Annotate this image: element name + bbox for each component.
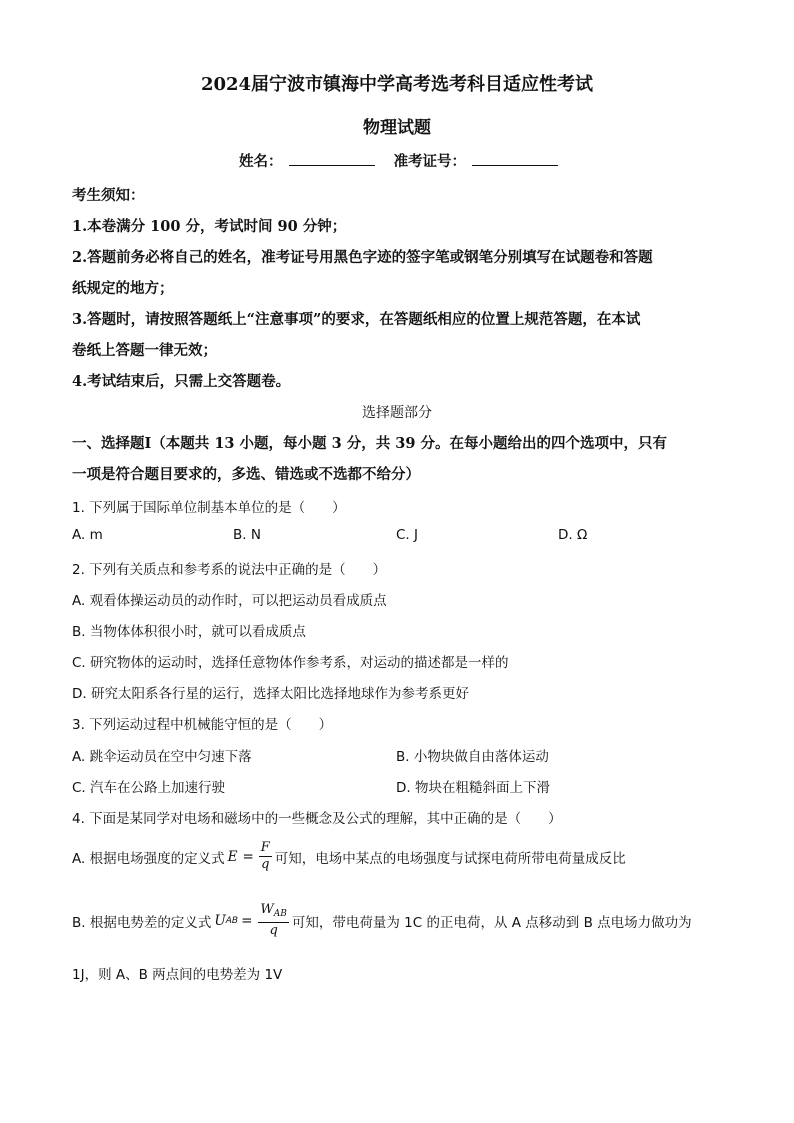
question-1-option-b: B. N [233,527,261,543]
fraction-numerator: F [260,840,270,855]
question-2-option-c: C. 研究物体的运动时，选择任意物体作参考系，对运动的描述都是一样的 [72,655,509,671]
notice-item-4: 4.考试结束后，只需上交答题卷。 [72,373,291,390]
fraction-w-over-q [258,902,289,939]
notice-item-3: 3.答题时，请按照答题纸上“注意事项”的要求，在答题纸相应的位置上规范答题，在本试 [72,311,641,328]
question-4-option-b [72,902,692,939]
notice-item-3-cont: 卷纸上答题一律无效； [72,342,217,359]
fraction-numerator: $W_{AB}$ [260,902,287,919]
exam-id-blank [472,151,558,166]
question-3-stem: 3. 下列运动过程中机械能守恒的是（ ） [72,717,333,733]
equals-sign: = [242,848,254,865]
fraction-denominator: q [261,857,270,872]
question-2-stem: 2. 下列有关质点和参考系的说法中正确的是（ ） [72,562,387,578]
question-4-option-a [72,840,626,873]
question-1-option-a: A. m [72,527,103,543]
question-1-option-d: D. Ω [558,527,588,543]
question-4-option-b-cont: 1J，则 A、B 两点间的电势差为 1V [72,967,283,983]
notice-heading: 考生须知： [72,187,145,204]
section-title: 选择题部分 [362,405,432,421]
candidate-info [239,150,564,171]
question-1-option-c: C. J [396,527,418,543]
name-label: 姓名： [239,153,283,170]
formula-e-lhs: E [227,848,238,865]
question-2-option-a: A. 观看体操运动员的动作时，可以把运动员看成质点 [72,593,387,609]
formula-u-subscript: AB [225,915,239,926]
option-b-prefix: B. 根据电势差的定义式 [72,914,212,931]
fraction-denominator: q [269,923,278,938]
name-blank [289,151,375,166]
exam-id-label: 准考证号： [393,153,467,170]
equals-sign: = [241,912,253,929]
formula-u-lhs: U [214,912,226,929]
option-a-suffix: 可知，电场中某点的电场强度与试探电荷所带电荷量成反比 [274,850,626,867]
notice-item-1: 1.本卷满分 100 分，考试时间 90 分钟； [72,218,347,235]
section-instructions: 一、选择题Ⅰ（本题共 13 小题，每小题 3 分，共 39 分。在每小题给出的四个选项中，只有 [72,435,668,452]
notice-item-2: 2.答题前务必将自己的姓名，准考证号用黑色字迹的签字笔或钢笔分别填写在试题卷和答题 [72,249,653,266]
question-1-stem: 1. 下列属于国际单位制基本单位的是（ ） [72,500,346,516]
question-4-stem: 4. 下面是某同学对电场和磁场中的一些概念及公式的理解，其中正确的是（ ） [72,811,562,827]
section-instructions-cont: 一项是符合题目要求的，多选、错选或不选都不给分） [72,466,420,483]
question-3-option-d: D. 物块在粗糙斜面上下滑 [396,780,550,796]
option-b-suffix: 可知，带电荷量为 1C 的正电荷，从 A 点移动到 B 点电场力做功为 [291,914,692,931]
question-3-option-c: C. 汽车在公路上加速行驶 [72,780,226,796]
notice-item-2-cont: 纸规定的地方； [72,280,174,297]
exam-title: 2024届宁波市镇海中学高考选考科目适应性考试 [200,74,594,95]
subject-title: 物理试题 [363,118,431,138]
question-2-option-d: D. 研究太阳系各行星的运行，选择太阳比选择地球作为参考系更好 [72,686,469,702]
question-3-option-b: B. 小物块做自由落体运动 [396,749,549,765]
question-2-option-b: B. 当物体体积很小时，就可以看成质点 [72,624,306,640]
option-a-prefix: A. 根据电场强度的定义式 [72,850,225,867]
question-3-option-a: A. 跳伞运动员在空中匀速下落 [72,749,252,765]
fraction-f-over-q [259,840,272,873]
